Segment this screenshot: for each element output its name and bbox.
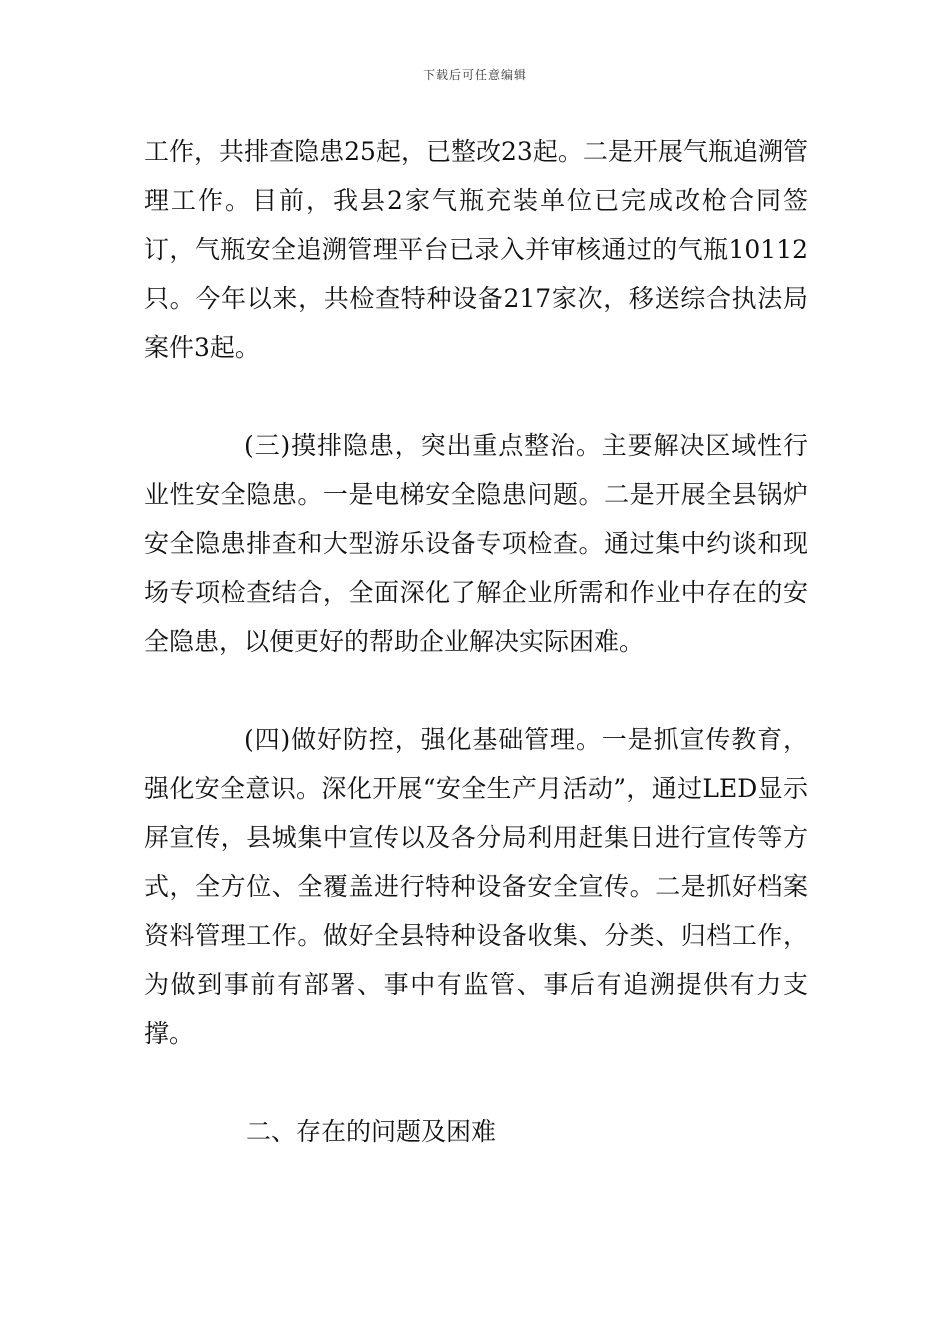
document-body [144,127,808,1156]
header-note: 下载后可任意编辑 [422,68,527,82]
paragraph-gap [144,666,808,715]
paragraph-section-three: (三)摸排隐患，突出重点整治。主要解决区域性行业性安全隐患。一是电梯安全隐患问题。二是开展全县锅炉安全隐患排查和大型游乐设备专项检查。通过集中约谈和现场专项检查结合，全面深化了解企业所需和作业中存在的安全隐患，以便更好的帮助企业解决实际困难。 [144,431,808,656]
section-heading: 二、存在的问题及困难 [246,1117,497,1146]
paragraph-continuation: 工作，共排查隐患25起，已整改23起。二是开展气瓶追溯管理工作。目前，我县2家气瓶充装单位已完成改枪合同签订，气瓶安全追溯管理平台已录入并审核通过的气瓶10112只。今年以来，共检查特种设备217家次，移送综合执法局案件3起。 [144,137,808,362]
paragraph-section-four: (四)做好防控，强化基础管理。一是抓宣传教育，强化安全意识。深化开展“安全生产月活动”，通过LED显示屏宣传，县城集中宣传以及各分局利用赶集日进行宣传等方式，全方位、全覆盖进行特种设备安全宣传。二是抓好档案资料管理工作。做好全县特种设备收集、分类、归档工作，为做到事前有部署、事中有监管、事后有追溯提供有力支撑。 [144,725,808,1048]
paragraph-gap [144,1058,808,1107]
paragraph-gap [144,372,808,421]
